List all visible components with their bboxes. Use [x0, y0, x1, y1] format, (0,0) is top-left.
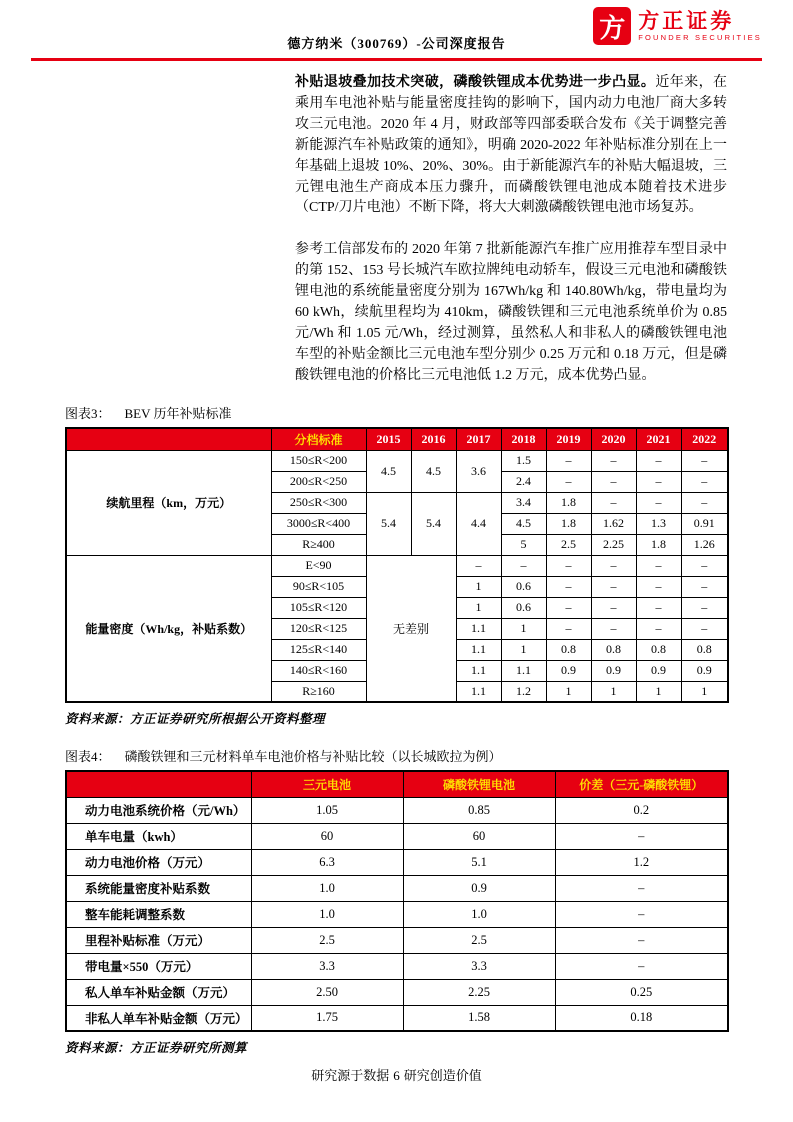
- column-header: 2019: [546, 428, 591, 450]
- table-cell: –: [636, 450, 681, 471]
- table-cell: –: [546, 450, 591, 471]
- table-cell: 2.25: [403, 979, 555, 1005]
- column-header: 2021: [636, 428, 681, 450]
- body-text: [295, 73, 727, 387]
- table-cell: 2.25: [591, 534, 636, 555]
- table-cell: 1.1: [456, 681, 501, 702]
- table-cell: 0.9: [591, 660, 636, 681]
- table-cell: –: [591, 618, 636, 639]
- figure-3-source: 资料来源：方正证券研究所根据公开资料整理: [65, 712, 326, 726]
- figure-4-caption: [65, 746, 728, 765]
- table-cell: 0.8: [591, 639, 636, 660]
- page-number: 6: [393, 1068, 400, 1083]
- table-cell: 1.2: [555, 849, 728, 875]
- table-cell: 1.8: [546, 492, 591, 513]
- table-cell: –: [681, 450, 728, 471]
- column-header: [66, 771, 251, 797]
- table-cell: 6.3: [251, 849, 403, 875]
- row-group-label: 能量密度（Wh/kg，补贴系数）: [66, 555, 271, 702]
- table-cell: –: [555, 927, 728, 953]
- table-cell: 2.5: [251, 927, 403, 953]
- table-row: [66, 555, 728, 576]
- table-cell: 0.2: [555, 797, 728, 823]
- row-label: 带电量×550（万元）: [66, 953, 251, 979]
- table-cell: 3.3: [403, 953, 555, 979]
- table-cell: 1.1: [456, 618, 501, 639]
- figure-4-label: 图表4：: [65, 749, 111, 764]
- table-cell: 2.50: [251, 979, 403, 1005]
- table-cell: –: [555, 823, 728, 849]
- row-label: 非私人单车补贴金额（万元）: [66, 1005, 251, 1031]
- table-row: [66, 927, 728, 953]
- table-cell: –: [555, 953, 728, 979]
- table-cell: 5.4: [366, 492, 411, 555]
- table-cell: 1.8: [546, 513, 591, 534]
- table-cell: 105≤R<120: [271, 597, 366, 618]
- table-cell: –: [636, 471, 681, 492]
- table-row: [66, 1005, 728, 1031]
- table-cell: 0.6: [501, 576, 546, 597]
- figure-3: [65, 403, 728, 727]
- table-cell: 4.5: [501, 513, 546, 534]
- table-cell: 1: [456, 576, 501, 597]
- table-cell: 1: [591, 681, 636, 702]
- table-cell: 0.85: [403, 797, 555, 823]
- table-cell: 3.4: [501, 492, 546, 513]
- page-footer: [0, 1065, 793, 1084]
- table-cell: 250≤R<300: [271, 492, 366, 513]
- report-title: 德方纳米（300769）-公司深度报告: [287, 36, 506, 51]
- table-cell: 3.3: [251, 953, 403, 979]
- logo-subtitle: FOUNDER SECURITIES: [638, 33, 762, 43]
- report-header: [31, 0, 762, 61]
- founder-securities-icon: 方: [593, 7, 631, 45]
- row-group-label: 续航里程（km，万元）: [66, 450, 271, 555]
- table-cell: –: [591, 492, 636, 513]
- battery-comparison-table: [65, 770, 729, 1032]
- table-cell: 1: [501, 639, 546, 660]
- table-cell: 1.0: [251, 875, 403, 901]
- table-cell: 1.1: [456, 639, 501, 660]
- row-label: 单车电量（kwh）: [66, 823, 251, 849]
- table-cell: 1.5: [501, 450, 546, 471]
- table-cell: –: [681, 597, 728, 618]
- table-cell: –: [546, 597, 591, 618]
- table-row: [66, 875, 728, 901]
- table-cell: –: [546, 471, 591, 492]
- paragraph-2: 参考工信部发布的 2020 年第 7 批新能源汽车推广应用推荐车型目录中的第 152、153 号长城汽车欧拉牌纯电动轿车，假设三元电池和磷酸铁锂电池的系统能量密度分别为 167Wh/kg 和 140.80Wh/kg，带电量均为 60 kWh，续航里程均为 410km，磷酸铁锂和三元电池系统单价为 0.85 元/Wh 和 1.05 元/Wh，经过测算，虽然私人和非私人的磷酸铁锂电池车型的补贴金额比三元电池车型分别少 0.25 万元和 0.18 万元，但是磷酸铁锂电池的价格比三元电池低 1.2 万元，成本优势凸显。: [295, 242, 727, 383]
- table-cell: –: [591, 555, 636, 576]
- table-cell: 5: [501, 534, 546, 555]
- table-cell: 1: [636, 681, 681, 702]
- table-cell: –: [456, 555, 501, 576]
- table-cell: 3.6: [456, 450, 501, 492]
- table-cell: 2.5: [546, 534, 591, 555]
- table-cell: 120≤R<125: [271, 618, 366, 639]
- column-header: 分档标准: [271, 428, 366, 450]
- table-cell: –: [591, 471, 636, 492]
- paragraph-1-body: 近年来，在乘用车电池补贴与能量密度挂钩的影响下，国内动力电池厂商大多转攻三元电池。2020 年 4 月，财政部等四部委联合发布《关于调整完善新能源汽车补贴政策的通知》，明确 2020-2022 年补贴标准分别在上一年基础上退坡 10%、20%、30%。由于新能源汽车的补贴大幅退坡，三元锂电池生产商成本压力骤升，而磷酸铁锂电池成本随着技术进步（CTP/刀片电池）不断下降，将大大刺激磷酸铁锂电池市场复苏。: [295, 75, 727, 216]
- table-cell: –: [636, 618, 681, 639]
- table-cell: 1.05: [251, 797, 403, 823]
- table-cell: –: [591, 597, 636, 618]
- table-cell: –: [681, 618, 728, 639]
- paragraph-1-lead: 补贴退坡叠加技术突破，磷酸铁锂成本优势进一步凸显。: [295, 75, 656, 90]
- table-cell: 1: [681, 681, 728, 702]
- table-cell: –: [591, 450, 636, 471]
- column-header: [66, 428, 271, 450]
- column-header: 2017: [456, 428, 501, 450]
- table-cell: –: [636, 492, 681, 513]
- column-header: 2018: [501, 428, 546, 450]
- table-header-row: [66, 428, 728, 450]
- logo-name: 方正证券: [638, 9, 735, 34]
- row-label: 私人单车补贴金额（万元）: [66, 979, 251, 1005]
- table-cell: 1.0: [251, 901, 403, 927]
- table-cell: 1.1: [501, 660, 546, 681]
- table-cell: 0.18: [555, 1005, 728, 1031]
- table-cell: 60: [251, 823, 403, 849]
- table-cell: 2.5: [403, 927, 555, 953]
- column-header: 2015: [366, 428, 411, 450]
- column-header: 2022: [681, 428, 728, 450]
- table-cell: –: [546, 618, 591, 639]
- figure-4-title: 磷酸铁锂和三元材料单车电池价格与补贴比较（以长城欧拉为例）: [124, 749, 502, 764]
- table-cell: –: [681, 492, 728, 513]
- table-row: [66, 823, 728, 849]
- figure-3-caption: [65, 403, 728, 422]
- table-cell: 140≤R<160: [271, 660, 366, 681]
- table-cell: 无差别: [366, 555, 456, 702]
- row-label: 里程补贴标准（万元）: [66, 927, 251, 953]
- table-cell: –: [591, 576, 636, 597]
- table-cell: 5.1: [403, 849, 555, 875]
- table-cell: 1.8: [636, 534, 681, 555]
- row-label: 动力电池系统价格（元/Wh）: [66, 797, 251, 823]
- figure-4: [65, 746, 728, 1056]
- table-cell: 0.91: [681, 513, 728, 534]
- table-cell: 5.4: [411, 492, 456, 555]
- table-cell: –: [636, 597, 681, 618]
- brand-logo: [593, 7, 762, 45]
- table-row: [66, 849, 728, 875]
- table-cell: 1.3: [636, 513, 681, 534]
- table-cell: –: [555, 901, 728, 927]
- table-cell: –: [636, 576, 681, 597]
- table-cell: 4.5: [411, 450, 456, 492]
- bev-subsidy-table: [65, 427, 729, 703]
- table-cell: 200≤R<250: [271, 471, 366, 492]
- table-cell: 0.9: [636, 660, 681, 681]
- table-cell: 3000≤R<400: [271, 513, 366, 534]
- column-header: 2016: [411, 428, 456, 450]
- figure-4-source: 资料来源：方正证券研究所测算: [65, 1041, 248, 1055]
- table-cell: 1.58: [403, 1005, 555, 1031]
- column-header: 磷酸铁锂电池: [403, 771, 555, 797]
- table-row: [66, 901, 728, 927]
- table-cell: E<90: [271, 555, 366, 576]
- paragraph-1: [295, 73, 727, 219]
- table-cell: 0.9: [403, 875, 555, 901]
- table-row: [66, 979, 728, 1005]
- column-header: 2020: [591, 428, 636, 450]
- footer-slogan-left: 研究源于数据: [311, 1068, 390, 1083]
- table-cell: 1.26: [681, 534, 728, 555]
- table-cell: 1.75: [251, 1005, 403, 1031]
- table-cell: 1: [546, 681, 591, 702]
- table-cell: 1.62: [591, 513, 636, 534]
- column-header: 三元电池: [251, 771, 403, 797]
- table-cell: 0.8: [546, 639, 591, 660]
- table-cell: 1.1: [456, 660, 501, 681]
- column-header: 价差（三元-磷酸铁锂）: [555, 771, 728, 797]
- table-cell: 0.8: [681, 639, 728, 660]
- table-cell: –: [681, 471, 728, 492]
- table-cell: –: [501, 555, 546, 576]
- row-label: 系统能量密度补贴系数: [66, 875, 251, 901]
- table-row: [66, 450, 728, 471]
- table-cell: 90≤R<105: [271, 576, 366, 597]
- table-cell: –: [546, 555, 591, 576]
- table-cell: 1: [456, 597, 501, 618]
- table-cell: R≥160: [271, 681, 366, 702]
- table-cell: 1: [501, 618, 546, 639]
- table-cell: 4.4: [456, 492, 501, 555]
- table-header-row: [66, 771, 728, 797]
- table-cell: 60: [403, 823, 555, 849]
- table-cell: –: [546, 576, 591, 597]
- footer-slogan-right: 研究创造价值: [403, 1068, 482, 1083]
- figure-3-title: BEV 历年补贴标准: [124, 406, 232, 421]
- table-cell: –: [681, 576, 728, 597]
- table-cell: 0.9: [546, 660, 591, 681]
- table-cell: –: [555, 875, 728, 901]
- table-cell: 0.25: [555, 979, 728, 1005]
- logo-text: [638, 10, 762, 42]
- table-cell: 0.6: [501, 597, 546, 618]
- row-label: 整车能耗调整系数: [66, 901, 251, 927]
- table-cell: 1.0: [403, 901, 555, 927]
- table-row: [66, 953, 728, 979]
- table-cell: 0.9: [681, 660, 728, 681]
- table-row: [66, 797, 728, 823]
- table-cell: 2.4: [501, 471, 546, 492]
- table-cell: 125≤R<140: [271, 639, 366, 660]
- table-cell: R≥400: [271, 534, 366, 555]
- row-label: 动力电池价格（万元）: [66, 849, 251, 875]
- figure-3-label: 图表3：: [65, 406, 111, 421]
- table-cell: 1.2: [501, 681, 546, 702]
- table-cell: 0.8: [636, 639, 681, 660]
- table-cell: 150≤R<200: [271, 450, 366, 471]
- table-cell: –: [636, 555, 681, 576]
- table-cell: 4.5: [366, 450, 411, 492]
- table-cell: –: [681, 555, 728, 576]
